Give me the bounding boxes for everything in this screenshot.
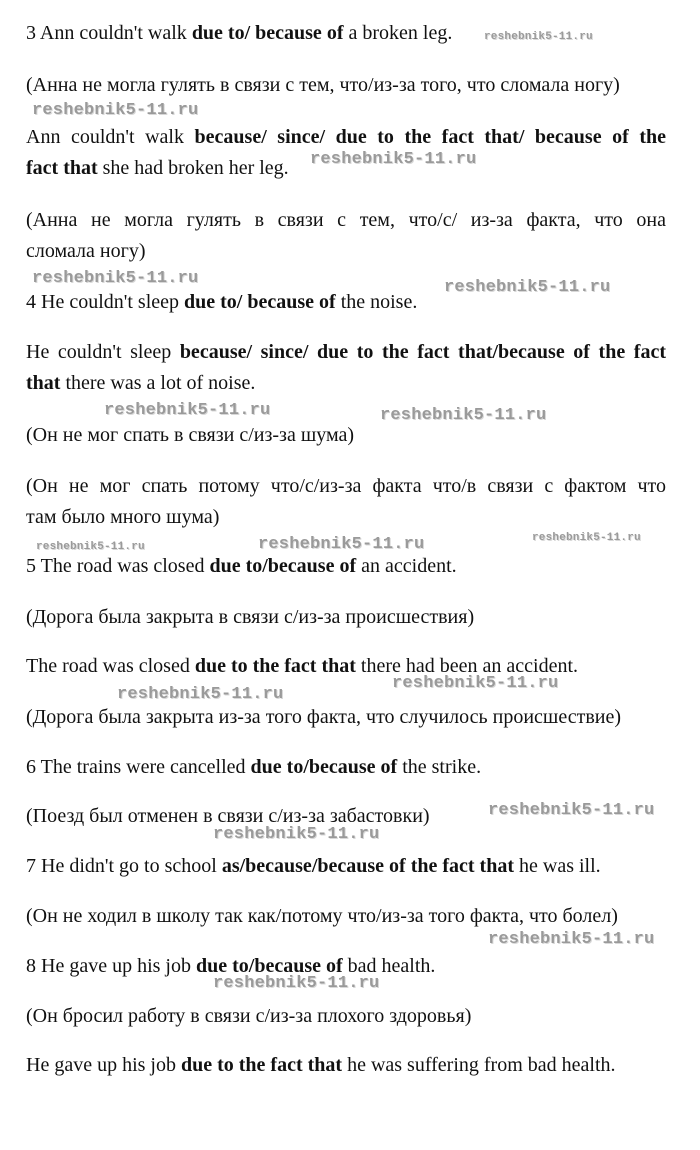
rewrite-translation-4-line1: (Он не мог спать потому что/с/из-за факта что/в связи с фактом что <box>26 475 666 497</box>
translation-8: (Он бросил работу в связи с/из-за плохого здоровья) <box>26 1005 472 1027</box>
sentence-3: 3 Ann couldn't walk due to/ because of a broken leg. <box>26 22 453 44</box>
rewrite-translation-3-line2: сломала ногу) <box>26 240 146 262</box>
watermark: reshebnik5-11.ru <box>380 406 547 425</box>
rewrite-translation-4-line2: там было много шума) <box>26 506 220 528</box>
sentence-6: 6 The trains were cancelled due to/because of the strike. <box>26 756 482 778</box>
watermark: reshebnik5-11.ru <box>213 974 380 993</box>
watermark: reshebnik5-11.ru <box>488 801 655 820</box>
translation-5: (Дорога была закрыта в связи с/из-за происшествия) <box>26 606 475 628</box>
sentence-8: 8 He gave up his job due to/because of bad health. <box>26 955 436 977</box>
translation-4: (Он не мог спать в связи с/из-за шума) <box>26 424 355 446</box>
watermark: reshebnik5-11.ru <box>310 150 477 169</box>
watermark: reshebnik5-11.ru <box>488 930 655 949</box>
rewrite-4-line1: He couldn't sleep because/ since/ due to the fact that/because of the fact <box>26 341 666 363</box>
watermark: reshebnik5-11.ru <box>32 269 199 288</box>
watermark: reshebnik5-11.ru <box>392 674 559 693</box>
translation-7: (Он не ходил в школу так как/потому что/из-за того факта, что болел) <box>26 905 618 927</box>
watermark: reshebnik5-11.ru <box>213 825 380 844</box>
watermark: reshebnik5-11.ru <box>532 532 641 544</box>
watermark: reshebnik5-11.ru <box>36 541 145 553</box>
rewrite-5: The road was closed due to the fact that there had been an accident. <box>26 655 579 677</box>
sentence-7: 7 He didn't go to school as/because/because of the fact that he was ill. <box>26 855 601 877</box>
rewrite-3-line2: fact that she had broken her leg. <box>26 157 289 179</box>
rewrite-4-line2: that there was a lot of noise. <box>26 372 256 394</box>
watermark: reshebnik5-11.ru <box>258 535 425 554</box>
watermark: reshebnik5-11.ru <box>444 278 611 297</box>
rewrite-3-line1: Ann couldn't walk because/ since/ due to the fact that/ because of the <box>26 126 666 148</box>
translation-3: (Анна не могла гулять в связи с тем, что/из-за того, что сломала ногу) <box>26 74 620 96</box>
watermark: reshebnik5-11.ru <box>484 31 593 43</box>
watermark: reshebnik5-11.ru <box>117 685 284 704</box>
sentence-4: 4 He couldn't sleep due to/ because of the noise. <box>26 291 418 313</box>
sentence-5: 5 The road was closed due to/because of an accident. <box>26 555 457 577</box>
watermark: reshebnik5-11.ru <box>32 101 199 120</box>
rewrite-8: He gave up his job due to the fact that he was suffering from bad health. <box>26 1054 616 1076</box>
watermark: reshebnik5-11.ru <box>104 401 271 420</box>
translation-6: (Поезд был отменен в связи с/из-за забастовки) <box>26 805 430 827</box>
rewrite-translation-5: (Дорога была закрыта из-за того факта, что случилось происшествие) <box>26 706 622 728</box>
rewrite-translation-3-line1: (Анна не могла гулять в связи с тем, что/с/ из-за факта, что она <box>26 209 666 231</box>
